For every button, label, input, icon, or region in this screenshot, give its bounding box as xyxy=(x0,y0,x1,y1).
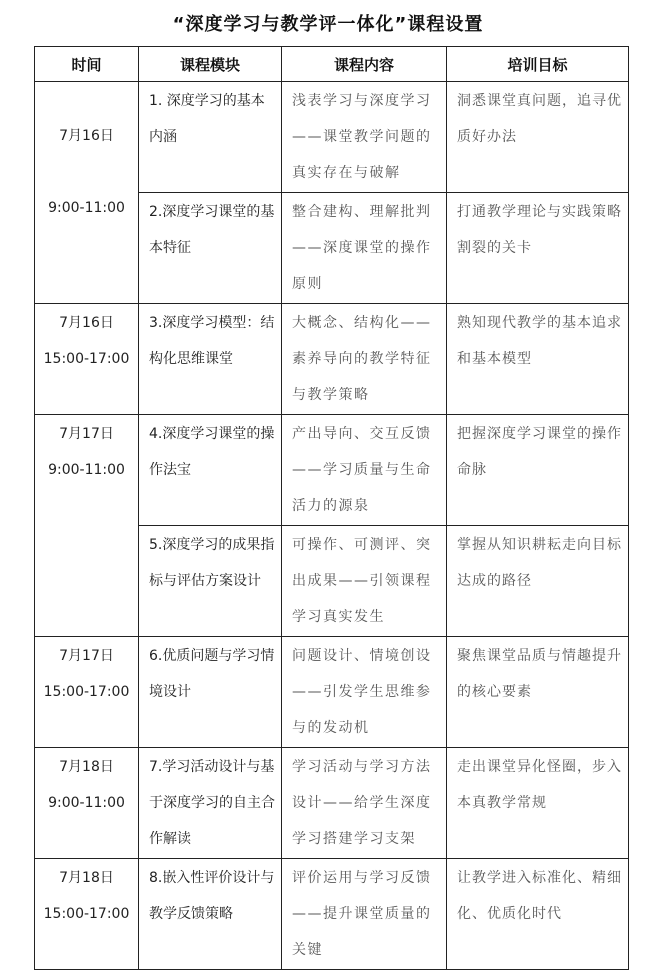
goal-cell: 熟知现代教学的基本追求和基本模型 xyxy=(447,304,629,415)
time-date: 7月17日 xyxy=(59,648,114,664)
time-hours: 15:00-17:00 xyxy=(43,684,130,700)
time-hours: 9:00-11:00 xyxy=(48,462,125,478)
content-cell: 整合建构、理解批判——深度课堂的操作原则 xyxy=(282,193,447,304)
table-row xyxy=(35,415,629,526)
table-row xyxy=(35,748,629,859)
time-date: 7月16日 xyxy=(59,128,114,144)
table-row xyxy=(35,859,629,970)
module-cell: 2.深度学习课堂的基本特征 xyxy=(139,193,282,304)
course-table xyxy=(34,46,629,970)
module-cell: 8.嵌入性评价设计与教学反馈策略 xyxy=(139,859,282,970)
module-cell: 4.深度学习课堂的操作法宝 xyxy=(139,415,282,526)
module-cell: 1. 深度学习的基本内涵 xyxy=(139,82,282,193)
time-hours: 15:00-17:00 xyxy=(43,351,130,367)
content-cell: 产出导向、交互反馈——学习质量与生命活力的源泉 xyxy=(282,415,447,526)
time-hours: 15:00-17:00 xyxy=(43,906,130,922)
module-cell: 6.优质问题与学习情境设计 xyxy=(139,637,282,748)
content-cell: 大概念、结构化——素养导向的教学特征与教学策略 xyxy=(282,304,447,415)
content-cell: 评价运用与学习反馈——提升课堂质量的关键 xyxy=(282,859,447,970)
goal-cell: 掌握从知识耕耘走向目标达成的路径 xyxy=(447,526,629,637)
header-content: 课程内容 xyxy=(282,47,447,82)
time-cell xyxy=(35,748,139,859)
module-cell: 5.深度学习的成果指标与评估方案设计 xyxy=(139,526,282,637)
header-module: 课程模块 xyxy=(139,47,282,82)
time-date: 7月17日 xyxy=(59,426,114,442)
module-cell: 3.深度学习模型：结构化思维课堂 xyxy=(139,304,282,415)
time-date: 7月18日 xyxy=(59,759,114,775)
table-row xyxy=(35,304,629,415)
time-cell xyxy=(35,415,139,637)
time-cell xyxy=(35,304,139,415)
time-date: 7月16日 xyxy=(59,315,114,331)
time-cell xyxy=(35,859,139,970)
content-cell: 浅表学习与深度学习——课堂教学问题的真实存在与破解 xyxy=(282,82,447,193)
goal-cell: 洞悉课堂真问题，追寻优质好办法 xyxy=(447,82,629,193)
content-cell: 可操作、可测评、突出成果——引领课程学习真实发生 xyxy=(282,526,447,637)
module-cell: 7.学习活动设计与基于深度学习的自主合作解读 xyxy=(139,748,282,859)
goal-cell: 聚焦课堂品质与情趣提升的核心要素 xyxy=(447,637,629,748)
table-row xyxy=(35,637,629,748)
goal-cell: 打通教学理论与实践策略割裂的关卡 xyxy=(447,193,629,304)
page-title: “深度学习与教学评一体化”课程设置 xyxy=(172,14,484,35)
time-cell xyxy=(35,82,139,304)
header-time: 时间 xyxy=(35,47,139,82)
header-goal: 培训目标 xyxy=(447,47,629,82)
goal-cell: 把握深度学习课堂的操作命脉 xyxy=(447,415,629,526)
goal-cell: 走出课堂异化怪圈，步入本真教学常规 xyxy=(447,748,629,859)
time-hours: 9:00-11:00 xyxy=(48,795,125,811)
table-header-row xyxy=(35,47,629,82)
content-cell: 学习活动与学习方法设计——给学生深度学习搭建学习支架 xyxy=(282,748,447,859)
table-row xyxy=(35,82,629,193)
goal-cell: 让教学进入标准化、精细化、优质化时代 xyxy=(447,859,629,970)
time-hours: 9:00-11:00 xyxy=(48,200,125,216)
content-cell: 问题设计、情境创设——引发学生思维参与的发动机 xyxy=(282,637,447,748)
time-date: 7月18日 xyxy=(59,870,114,886)
time-cell xyxy=(35,637,139,748)
